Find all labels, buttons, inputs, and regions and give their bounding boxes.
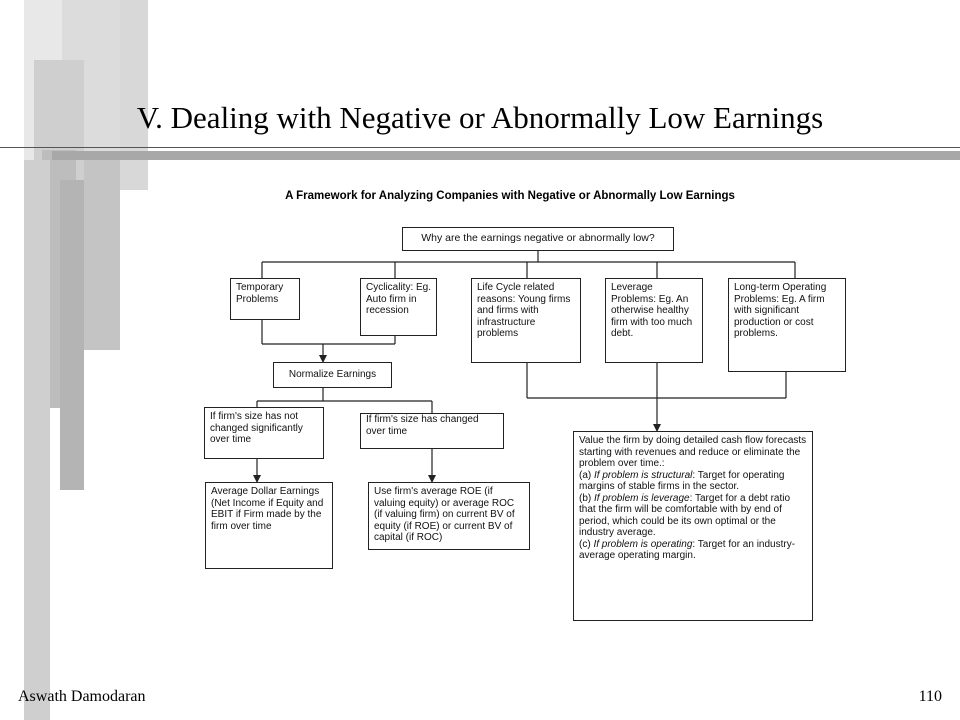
size-unchanged-box bbox=[204, 407, 324, 459]
cause-operating-text: Long-term Operating Problems: Eg. A firm with significant production or cost problems. bbox=[734, 282, 827, 339]
diagram-title: A Framework for Analyzing Companies with Negative or Abnormally Low Earnings bbox=[285, 190, 735, 202]
average-dollar-earnings-box bbox=[205, 482, 333, 569]
cause-leverage-box bbox=[605, 278, 703, 363]
cause-temporary-box bbox=[230, 278, 300, 320]
cause-life-cycle-box bbox=[471, 278, 581, 363]
size-unchanged-text: If firm's size has not changed significantly over time bbox=[210, 411, 303, 445]
average-roe-text: Use firm's average ROE (if valuing equity) or average ROC (if valuing firm) on current BV of equity (if ROE) or current BV of capital (if ROC) bbox=[374, 486, 515, 543]
value-firm-box bbox=[573, 431, 813, 621]
question-text: Why are the earnings negative or abnormally low? bbox=[421, 232, 655, 245]
footer-author: Aswath Damodaran bbox=[18, 688, 146, 705]
cause-temporary-text: Temporary Problems bbox=[236, 282, 284, 305]
value-firm-option-a: (a) If problem is structural: Target for operating margins of stable firms in the sector. bbox=[579, 469, 785, 492]
cause-leverage-text: Leverage Problems: Eg. An otherwise healthy firm with too much debt. bbox=[611, 282, 693, 339]
question-box bbox=[402, 227, 674, 251]
cause-cyclicality-box bbox=[360, 278, 437, 336]
size-changed-box bbox=[360, 413, 504, 449]
slide-title: V. Dealing with Negative or Abnormally Low Earnings bbox=[136, 100, 824, 135]
normalize-earnings-text: Normalize Earnings bbox=[288, 369, 377, 381]
value-firm-option-c: (c) If problem is operating: Target for an industry-average operating margin. bbox=[579, 538, 796, 561]
value-firm-option-b: (b) If problem is leverage: Target for a debt ratio that the firm will be comfortable with by end of period, which could be its own optimal or the industry average. bbox=[579, 492, 791, 538]
cause-operating-box bbox=[728, 278, 846, 372]
cause-life-cycle-text: Life Cycle related reasons: Young firms and firms with infrastructure problems bbox=[477, 282, 571, 339]
footer-page-number: 110 bbox=[918, 688, 942, 705]
average-roe-box bbox=[368, 482, 530, 550]
cause-cyclicality-text: Cyclicality: Eg. Auto firm in recession bbox=[366, 282, 432, 316]
normalize-earnings-box bbox=[273, 362, 392, 388]
average-dollar-earnings-text: Average Dollar Earnings (Net Income if Equity and EBIT if Firm made by the firm over time bbox=[211, 486, 324, 532]
value-firm-intro: Value the firm by doing detailed cash flow forecasts starting with revenues and reduce or eliminate the problem over time.: bbox=[579, 435, 807, 469]
size-changed-text: If firm's size has changed over time bbox=[366, 414, 479, 437]
